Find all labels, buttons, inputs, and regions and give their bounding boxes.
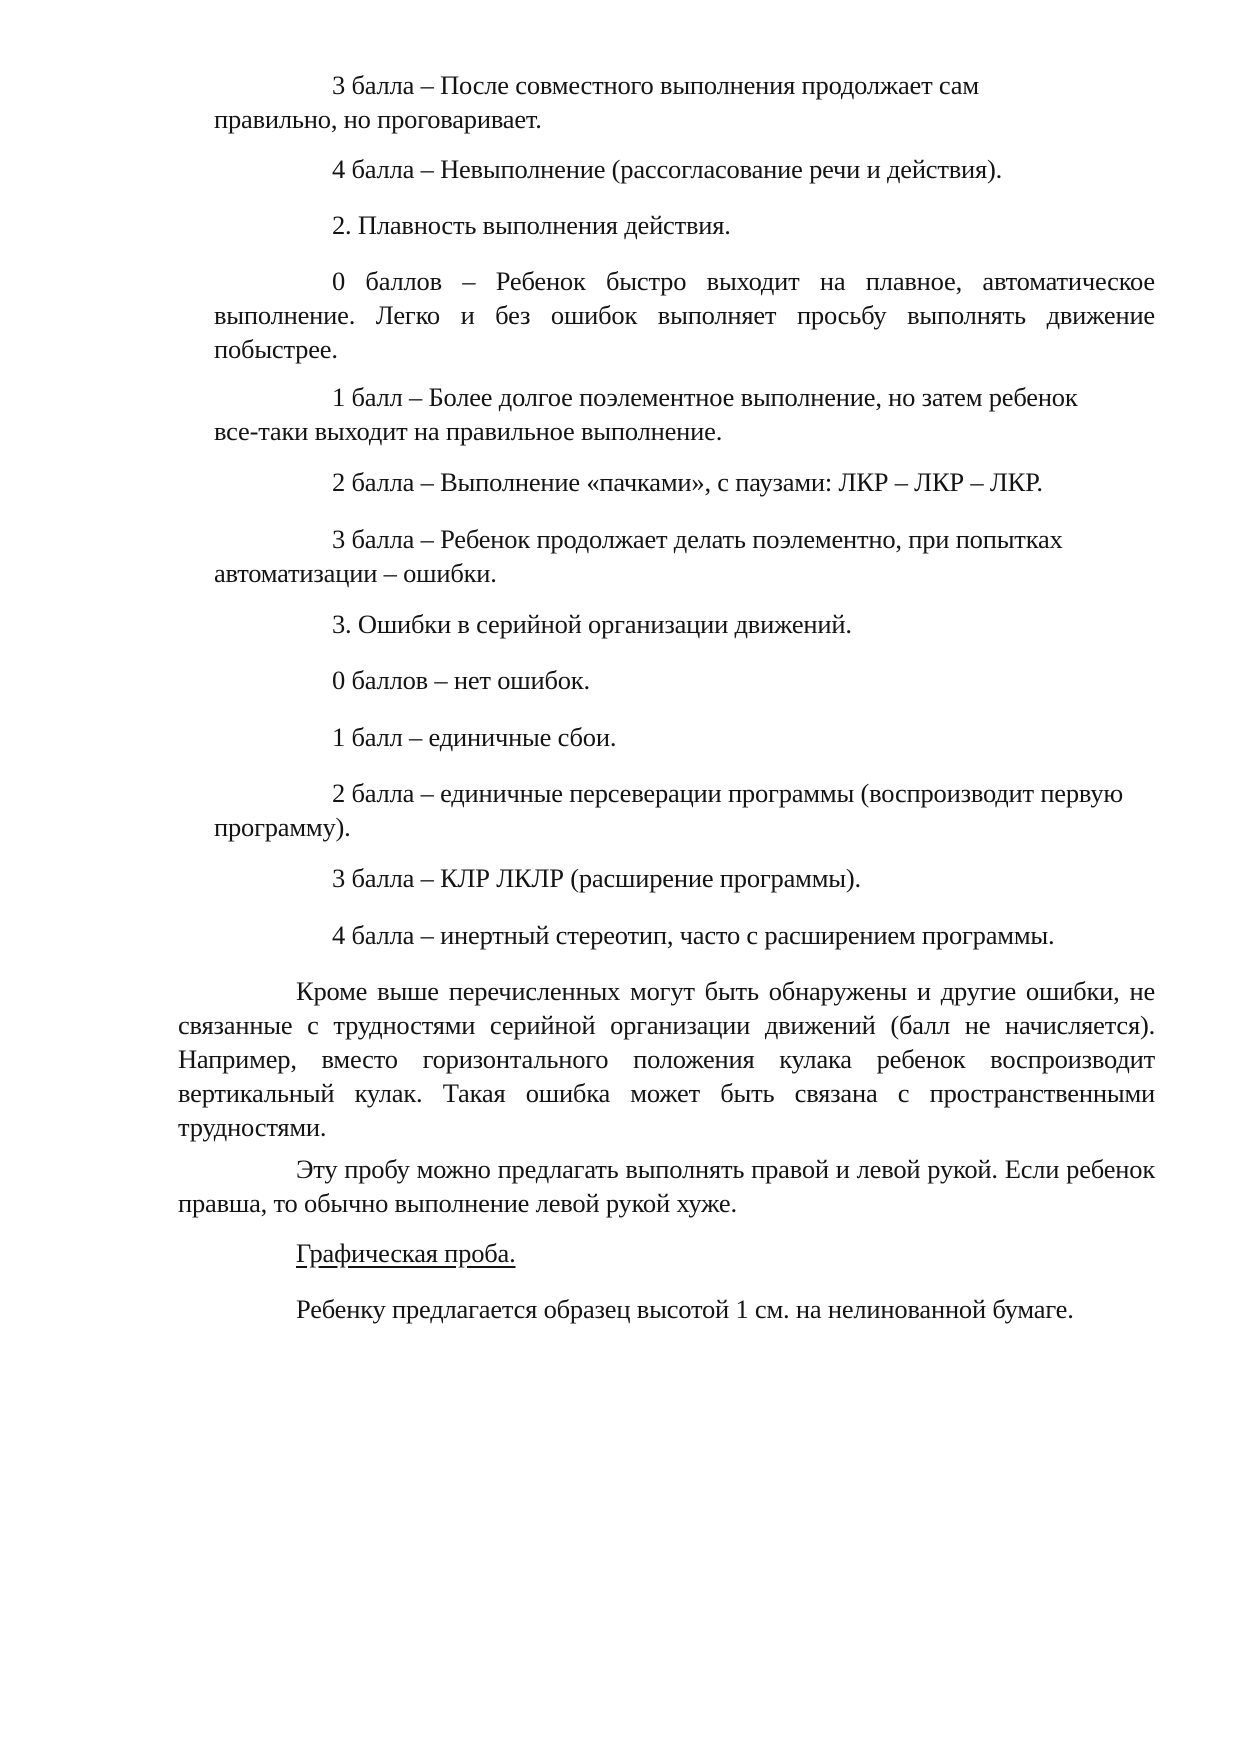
section-heading-serial-errors: 3. Ошибки в серийной организации движений. xyxy=(332,609,852,639)
score-item-3-points-joint: 3 балла – После совместного выполнения продолжает сам правильно, но проговаривает. xyxy=(214,70,979,134)
section-heading-graphic-test xyxy=(178,1236,1155,1270)
score-item-4-points-failure: 4 балла – Невыполнение (рассогласование речи и действия). xyxy=(332,154,1003,184)
score-item-4-points-inert: 4 балла – инертный стереотип, часто с расширением программы. xyxy=(332,920,1055,950)
graphic-test-title: Графическая проба. xyxy=(296,1238,516,1268)
score-item-3-points-expansion: 3 балла – КЛР ЛКЛР (расширение программы). xyxy=(332,863,861,893)
score-item-2-points-bursts: 2 балла – Выполнение «пачками», с паузами: ЛКР – ЛКР – ЛКР. xyxy=(332,467,1043,497)
score-item-1-point-single-failures: 1 балл – единичные сбои. xyxy=(332,722,617,752)
score-item-0-points-smooth: 0 баллов – Ребенок быстро выходит на плавное, автоматическое выполнение. Легко и без ошибок выполняет просьбу выполнять движение побыстрее. xyxy=(214,266,1155,364)
section-heading-smoothness: 2. Плавность выполнения действия. xyxy=(332,210,731,240)
paragraph-sample-height: Ребенку предлагается образец высотой 1 см. на нелинованной бумаге. xyxy=(296,1294,1074,1324)
score-item-1-point-slow: 1 балл – Более долгое поэлементное выполнение, но затем ребенок все-таки выходит на правильное выполнение. xyxy=(214,382,1078,446)
score-item-3-points-elementwise: 3 балла – Ребенок продолжает делать поэлементно, при попытках автоматизации – ошибки. xyxy=(214,524,1063,588)
paragraph-left-right-hand: Эту пробу можно предлагать выполнять правой и левой рукой. Если ребенок правша, то обычно выполнение левой рукой хуже. xyxy=(178,1154,1155,1218)
score-item-0-points-no-errors: 0 баллов – нет ошибок. xyxy=(332,665,590,695)
paragraph-other-errors: Кроме выше перечисленных могут быть обнаружены и другие ошибки, не связанные с трудностями серийной организации движений (балл не начисляется). Например, вместо горизонтального положения кулака ребенок воспроизводит вертикальный кулак. Такая ошибка может быть связана с пространственными трудностями. xyxy=(178,976,1155,1142)
score-item-2-points-perseverations: 2 балла – единичные персеверации программы (воспроизводит первую программу). xyxy=(214,778,1123,842)
